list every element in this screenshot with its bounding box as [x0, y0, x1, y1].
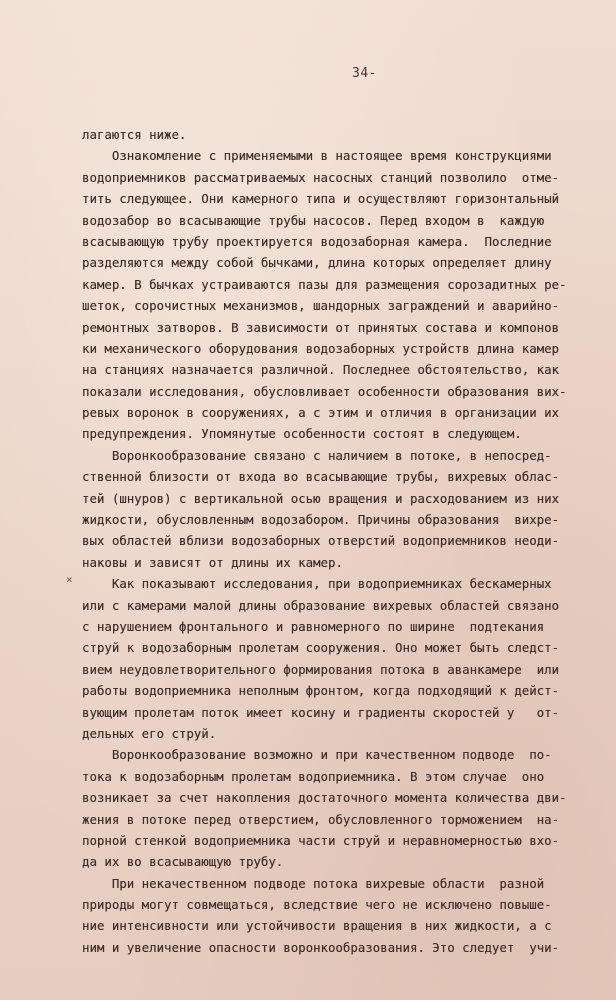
text-line: вых областей вблизи водозаборных отверстий водоприемников неоди-: [82, 534, 560, 549]
text-line: ним и увеличение опасности воронкообразования. Это следует учи-: [82, 940, 560, 955]
text-line: тей (шнуров) с вертикальной осью вращения и расходованием из них: [82, 491, 560, 506]
text-line: возникает за счет накопления достаточного момента количества дви-: [82, 791, 567, 806]
page-number: 34-: [352, 66, 377, 81]
text-line: ние интенсивности или устойчивости вращения в них жидкости, а с: [82, 919, 552, 934]
text-line: водозабор во всасывающие трубы насосов. Перед входом в каждую: [82, 213, 545, 228]
text-line: ственной близости от входа во всасывающие трубы, вихревых облас-: [82, 470, 560, 485]
text-line: наковы и зависят от длины их камер.: [82, 555, 343, 570]
text-line: ремонтных затворов. В зависимости от принятых состава и компонов: [82, 320, 560, 335]
text-line: водоприемников рассматриваемых насосных станций позволило отме-: [82, 170, 560, 185]
text-line: всасывающую трубу проектируется водозаборная камера. Последние: [82, 234, 552, 249]
text-line: предупреждения. Упомянутые особенности состоят в следующем.: [82, 427, 522, 442]
text-line: Воронкообразование связано с наличием в потоке, в непосред-: [82, 448, 552, 463]
text-line: вующим пролетам поток имеет косину и градиенты скоростей у от-: [82, 705, 560, 720]
text-line: Как показывают исследования, при водоприемниках бескамерных: [82, 577, 552, 592]
text-line: вием неудовлетворительного формирования потока в аванкамере или: [82, 662, 560, 677]
text-line: При некачественном подводе потока вихревые области разной: [82, 876, 545, 891]
text-line: тить следующее. Они камерного типа и осуществляют горизонтальный: [82, 192, 560, 207]
text-line: Воронкообразование возможно и при качественном подводе по-: [82, 748, 552, 763]
text-line: или с камерами малой длины образование вихревых областей связано: [82, 598, 560, 613]
text-line: да их во всасывающую трубу.: [82, 855, 284, 870]
text-line: шеток, сорочистных механизмов, шандорных заграждений и аварийно-: [82, 299, 560, 314]
text-line: на станциях назначается различной. Последнее обстоятельство, как: [82, 363, 560, 378]
text-line: дельных его струй.: [82, 726, 217, 741]
text-line: лагаются ниже.: [82, 128, 187, 142]
text-line: с нарушением фронтального и равномерного по ширине подтекания: [82, 619, 545, 634]
body-text: [82, 125, 612, 959]
text-line: жидкости, обусловленным водозабором. Причины образования вихре-: [82, 513, 560, 528]
text-line: камер. В бычках устраиваются пазы для размещения сорозадитных ре-: [82, 277, 567, 292]
text-line: тока к водозаборным пролетам водоприемника. В этом случае оно: [82, 769, 545, 784]
text-line: ки механического оборудования водозаборных устройств длина камер: [82, 341, 560, 356]
text-line: природы могут совмещаться, вследствие чего не исключено повыше-: [82, 898, 552, 913]
text-line: жения в потоке перед отверстием, обусловленного торможением на-: [82, 812, 560, 827]
text-line: струй к водозаборным пролетам сооружения. Оно может быть следст-: [82, 641, 560, 656]
margin-pencil-mark: ×: [66, 573, 73, 586]
text-line: Ознакомление с применяемыми в настоящее время конструкциями: [82, 149, 552, 164]
text-line: показали исследования, обусловливает особенности образования вих-: [82, 384, 567, 399]
text-line: работы водоприемника неполным фронтом, когда подходящий к дейст-: [82, 684, 560, 699]
text-line: разделяются между собой бычками, длина которых определяет длину: [82, 256, 552, 271]
text-line: ревых воронок в сооружениях, а с этим и отличия в организации их: [82, 406, 560, 421]
text-line: порной стенкой водоприемника части струй и неравномерностью вхо-: [82, 833, 560, 848]
